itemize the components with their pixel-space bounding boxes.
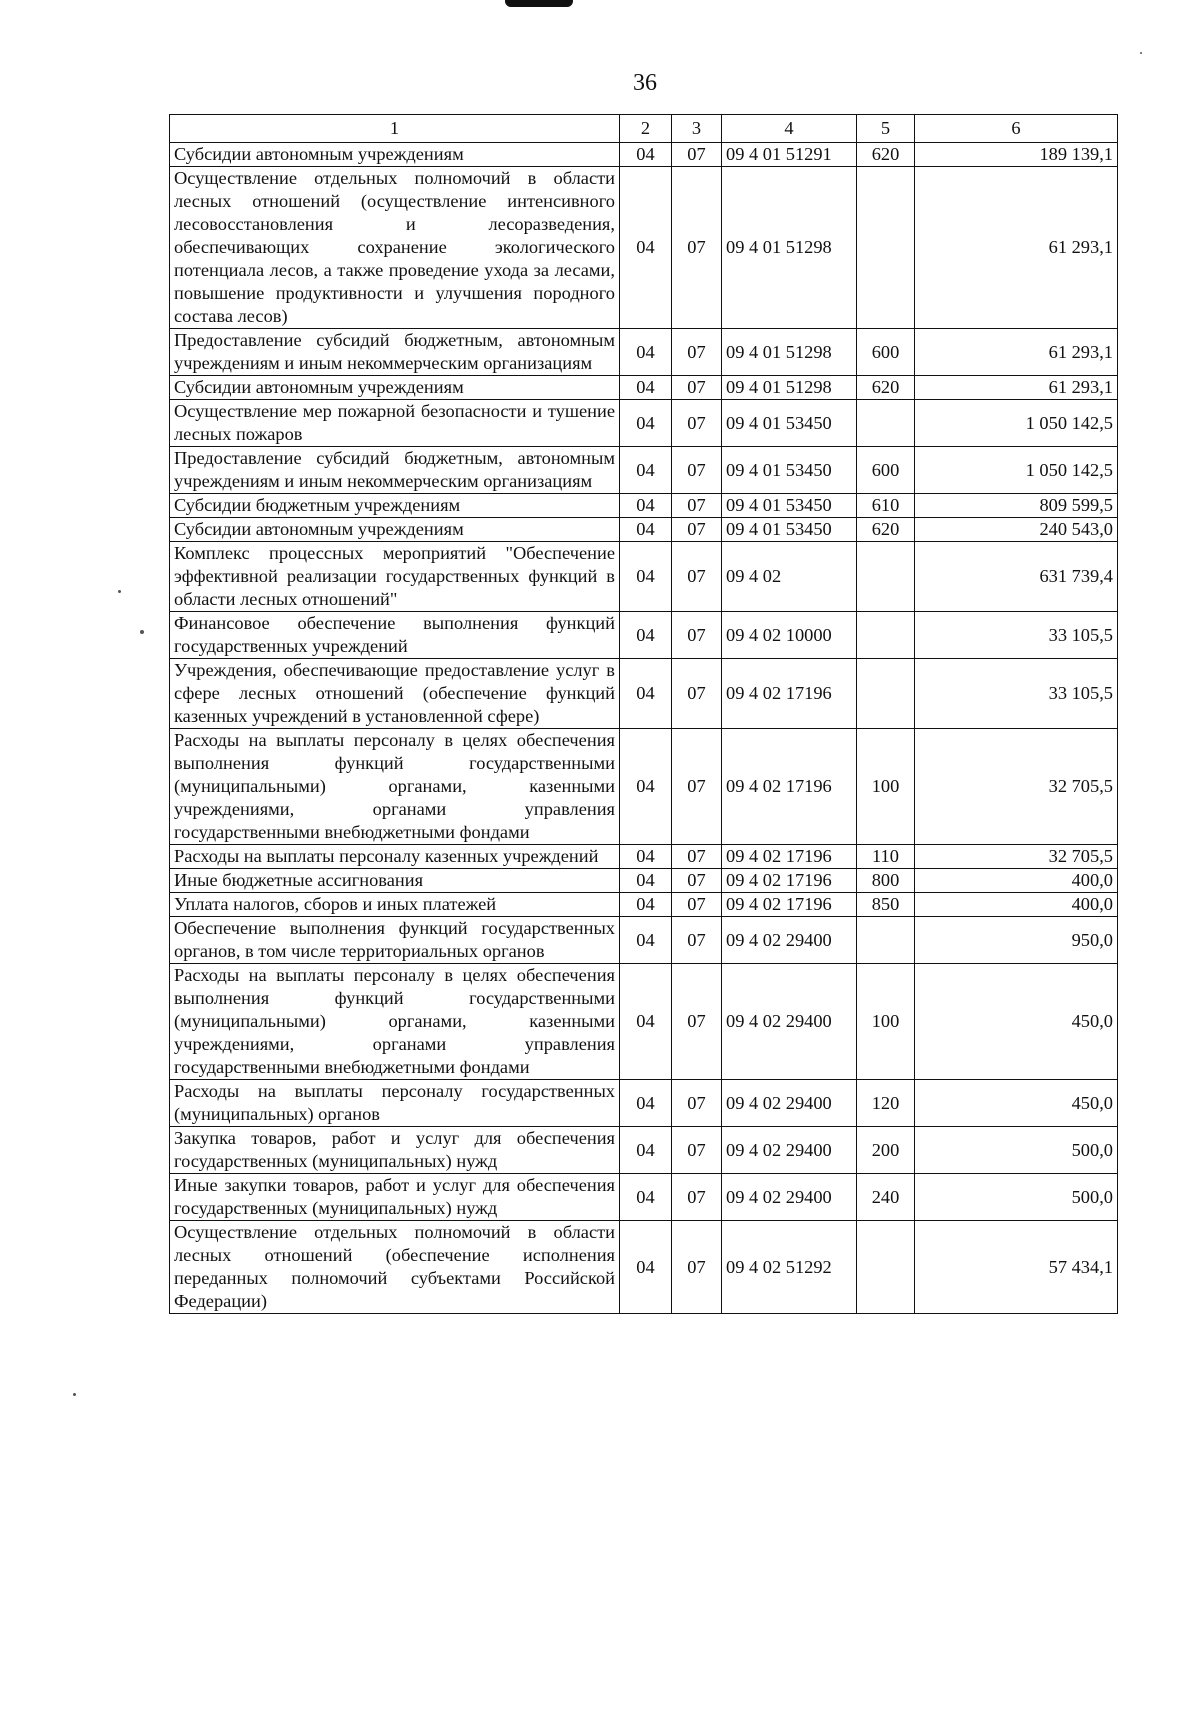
amount: 57 434,1 (915, 1221, 1118, 1314)
expense-type-code: 100 (857, 729, 915, 845)
section-code: 04 (620, 893, 672, 917)
section-code: 04 (620, 494, 672, 518)
expense-name: Иные бюджетные ассигнования (170, 869, 620, 893)
table-row (170, 893, 1118, 917)
section-code: 04 (620, 964, 672, 1080)
section-code: 04 (620, 1221, 672, 1314)
scan-speck (1140, 52, 1142, 54)
table-row (170, 1174, 1118, 1221)
table-header-row (170, 115, 1118, 143)
expense-name: Уплата налогов, сборов и иных платежей (170, 893, 620, 917)
target-article-code: 09 4 02 17196 (722, 659, 857, 729)
expense-name: Расходы на выплаты персоналу казенных учреждений (170, 845, 620, 869)
subsection-code: 07 (672, 612, 722, 659)
expense-type-code: 620 (857, 143, 915, 167)
amount: 450,0 (915, 964, 1118, 1080)
target-article-code: 09 4 02 (722, 542, 857, 612)
subsection-code: 07 (672, 1174, 722, 1221)
amount: 450,0 (915, 1080, 1118, 1127)
subsection-code: 07 (672, 964, 722, 1080)
subsection-code: 07 (672, 376, 722, 400)
expense-name: Предоставление субсидий бюджетным, автономным учреждениям и иным некоммерческим организациям (170, 447, 620, 494)
expense-name: Осуществление мер пожарной безопасности и тушение лесных пожаров (170, 400, 620, 447)
expense-name: Предоставление субсидий бюджетным, автономным учреждениям и иным некоммерческим организациям (170, 329, 620, 376)
expense-name: Иные закупки товаров, работ и услуг для обеспечения государственных (муниципальных) нужд (170, 1174, 620, 1221)
page-number: 36 (633, 70, 657, 96)
subsection-code: 07 (672, 729, 722, 845)
table-row (170, 917, 1118, 964)
column-header: 5 (857, 115, 915, 143)
subsection-code: 07 (672, 542, 722, 612)
section-code: 04 (620, 167, 672, 329)
target-article-code: 09 4 02 17196 (722, 845, 857, 869)
amount: 400,0 (915, 893, 1118, 917)
section-code: 04 (620, 729, 672, 845)
subsection-code: 07 (672, 1127, 722, 1174)
section-code: 04 (620, 143, 672, 167)
subsection-code: 07 (672, 167, 722, 329)
target-article-code: 09 4 02 10000 (722, 612, 857, 659)
table-row (170, 964, 1118, 1080)
subsection-code: 07 (672, 494, 722, 518)
target-article-code: 09 4 02 17196 (722, 729, 857, 845)
expense-name: Обеспечение выполнения функций государственных органов, в том числе территориальных органов (170, 917, 620, 964)
amount: 500,0 (915, 1174, 1118, 1221)
expense-type-code: 100 (857, 964, 915, 1080)
table-row (170, 1127, 1118, 1174)
target-article-code: 09 4 02 17196 (722, 893, 857, 917)
expense-name: Субсидии бюджетным учреждениям (170, 494, 620, 518)
target-article-code: 09 4 02 51292 (722, 1221, 857, 1314)
subsection-code: 07 (672, 400, 722, 447)
expense-type-code: 620 (857, 376, 915, 400)
subsection-code: 07 (672, 917, 722, 964)
target-article-code: 09 4 02 29400 (722, 1174, 857, 1221)
table-row (170, 729, 1118, 845)
expense-type-code: 610 (857, 494, 915, 518)
amount: 189 139,1 (915, 143, 1118, 167)
section-code: 04 (620, 542, 672, 612)
expense-type-code (857, 659, 915, 729)
expense-name: Расходы на выплаты персоналу в целях обеспечения выполнения функций государственными (муниципальными) органами, казенными учреждениями, органами управления государственными внебюджетными фондами (170, 964, 620, 1080)
expense-type-code: 800 (857, 869, 915, 893)
section-code: 04 (620, 1127, 672, 1174)
subsection-code: 07 (672, 893, 722, 917)
table-row (170, 447, 1118, 494)
table-row (170, 659, 1118, 729)
amount: 400,0 (915, 869, 1118, 893)
subsection-code: 07 (672, 869, 722, 893)
expense-name: Финансовое обеспечение выполнения функций государственных учреждений (170, 612, 620, 659)
expense-name: Учреждения, обеспечивающие предоставление услуг в сфере лесных отношений (обеспечение функций казенных учреждений в установленной сфере) (170, 659, 620, 729)
scan-speck (73, 1393, 76, 1396)
amount: 500,0 (915, 1127, 1118, 1174)
expense-type-code: 600 (857, 447, 915, 494)
table-row (170, 329, 1118, 376)
subsection-code: 07 (672, 329, 722, 376)
section-code: 04 (620, 612, 672, 659)
table-row (170, 400, 1118, 447)
subsection-code: 07 (672, 447, 722, 494)
section-code: 04 (620, 1080, 672, 1127)
expense-type-code: 110 (857, 845, 915, 869)
target-article-code: 09 4 01 53450 (722, 400, 857, 447)
subsection-code: 07 (672, 1221, 722, 1314)
amount: 32 705,5 (915, 845, 1118, 869)
amount: 631 739,4 (915, 542, 1118, 612)
target-article-code: 09 4 01 53450 (722, 494, 857, 518)
table-row (170, 542, 1118, 612)
expense-name: Закупка товаров, работ и услуг для обеспечения государственных (муниципальных) нужд (170, 1127, 620, 1174)
expense-type-code: 240 (857, 1174, 915, 1221)
section-code: 04 (620, 329, 672, 376)
expense-name: Комплекс процессных мероприятий "Обеспечение эффективной реализации государственных функций в области лесных отношений" (170, 542, 620, 612)
table-row (170, 518, 1118, 542)
subsection-code: 07 (672, 143, 722, 167)
table-row (170, 494, 1118, 518)
amount: 61 293,1 (915, 167, 1118, 329)
expense-type-code (857, 917, 915, 964)
section-code: 04 (620, 1174, 672, 1221)
column-header: 3 (672, 115, 722, 143)
target-article-code: 09 4 02 29400 (722, 1127, 857, 1174)
section-code: 04 (620, 400, 672, 447)
scan-speck (140, 630, 144, 634)
section-code: 04 (620, 659, 672, 729)
expense-type-code (857, 167, 915, 329)
column-header: 2 (620, 115, 672, 143)
table-row (170, 376, 1118, 400)
target-article-code: 09 4 01 51298 (722, 167, 857, 329)
subsection-code: 07 (672, 659, 722, 729)
expense-type-code: 850 (857, 893, 915, 917)
table-row (170, 167, 1118, 329)
expense-name: Субсидии автономным учреждениям (170, 376, 620, 400)
expense-name: Расходы на выплаты персоналу в целях обеспечения выполнения функций государственными (муниципальными) органами, казенными учреждениями, органами управления государственными внебюджетными фондами (170, 729, 620, 845)
expense-type-code: 200 (857, 1127, 915, 1174)
target-article-code: 09 4 01 51298 (722, 376, 857, 400)
column-header: 4 (722, 115, 857, 143)
expense-name: Расходы на выплаты персоналу государственных (муниципальных) органов (170, 1080, 620, 1127)
expense-name: Осуществление отдельных полномочий в области лесных отношений (осуществление интенсивного лесовосстановления и лесоразведения, обеспечивающих сохранение экологического потенциала лесов, а также проведение ухода за лесами, повышение продуктивности и улучшения породного состава лесов) (170, 167, 620, 329)
expense-name: Субсидии автономным учреждениям (170, 518, 620, 542)
section-code: 04 (620, 845, 672, 869)
amount: 1 050 142,5 (915, 447, 1118, 494)
section-code: 04 (620, 376, 672, 400)
section-code: 04 (620, 869, 672, 893)
target-article-code: 09 4 02 17196 (722, 869, 857, 893)
target-article-code: 09 4 01 51291 (722, 143, 857, 167)
subsection-code: 07 (672, 845, 722, 869)
scan-speck (118, 590, 121, 593)
amount: 61 293,1 (915, 376, 1118, 400)
expense-type-code (857, 400, 915, 447)
amount: 240 543,0 (915, 518, 1118, 542)
target-article-code: 09 4 01 53450 (722, 518, 857, 542)
target-article-code: 09 4 01 51298 (722, 329, 857, 376)
table-row (170, 143, 1118, 167)
table-row (170, 1221, 1118, 1314)
scan-mark (505, 0, 573, 7)
expense-type-code: 620 (857, 518, 915, 542)
amount: 61 293,1 (915, 329, 1118, 376)
table-row (170, 612, 1118, 659)
target-article-code: 09 4 02 29400 (722, 964, 857, 1080)
column-header: 1 (170, 115, 620, 143)
target-article-code: 09 4 01 53450 (722, 447, 857, 494)
expense-type-code (857, 542, 915, 612)
table-row (170, 869, 1118, 893)
budget-table (169, 114, 1118, 1314)
expense-type-code (857, 612, 915, 659)
target-article-code: 09 4 02 29400 (722, 1080, 857, 1127)
subsection-code: 07 (672, 1080, 722, 1127)
section-code: 04 (620, 917, 672, 964)
expense-name: Осуществление отдельных полномочий в области лесных отношений (обеспечение исполнения переданных полномочий субъектами Российской Федерации) (170, 1221, 620, 1314)
amount: 33 105,5 (915, 612, 1118, 659)
section-code: 04 (620, 447, 672, 494)
expense-name: Субсидии автономным учреждениям (170, 143, 620, 167)
column-header: 6 (915, 115, 1118, 143)
expense-type-code: 120 (857, 1080, 915, 1127)
section-code: 04 (620, 518, 672, 542)
expense-type-code (857, 1221, 915, 1314)
amount: 1 050 142,5 (915, 400, 1118, 447)
amount: 950,0 (915, 917, 1118, 964)
amount: 809 599,5 (915, 494, 1118, 518)
amount: 32 705,5 (915, 729, 1118, 845)
subsection-code: 07 (672, 518, 722, 542)
table-row (170, 845, 1118, 869)
amount: 33 105,5 (915, 659, 1118, 729)
table-row (170, 1080, 1118, 1127)
target-article-code: 09 4 02 29400 (722, 917, 857, 964)
expense-type-code: 600 (857, 329, 915, 376)
